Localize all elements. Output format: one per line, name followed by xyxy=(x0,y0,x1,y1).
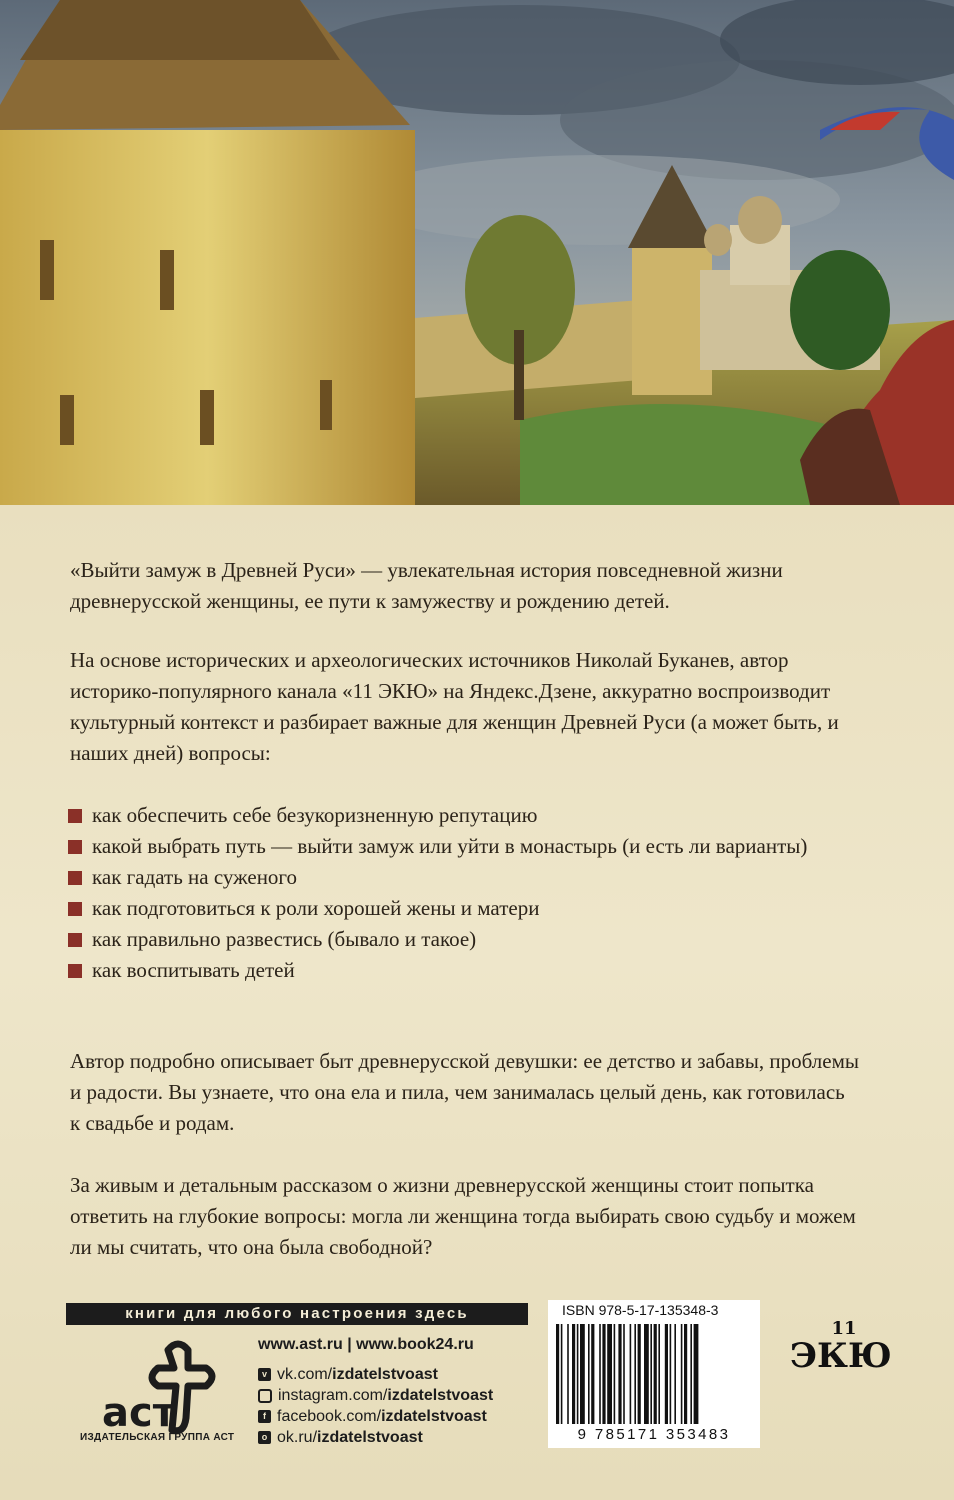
barcode-bar xyxy=(602,1324,605,1424)
square-bullet-icon xyxy=(68,902,82,916)
description-paragraph-2: На основе исторических и археологических источников Николай Буканев, автор историко-популярного канала «11 ЭКЮ» на Яндекс.Дзене, аккуратно воспроизводит культурный контекст и разбирает важные для женщин Древней Руси (а может быть, и наших дней) вопросы: xyxy=(70,648,839,765)
social-facebook[interactable]: f facebook.com/ izdatelstvoast xyxy=(258,1406,493,1427)
social-instagram[interactable]: instagram.com/ izdatelstvoast xyxy=(258,1385,493,1406)
vk-icon: v xyxy=(258,1368,271,1381)
barcode-digits: 9 785171 353483 xyxy=(577,1426,731,1443)
description-paragraph-3: Автор подробно описывает быт древнерусской девушки: ее детство и забавы, проблемы и радости. Вы узнаете, что она ела и пила, чем занималась целый день, как готовилась к свадьбе и родам. xyxy=(70,1049,859,1135)
barcode-bar xyxy=(607,1324,612,1424)
kremlin-painting xyxy=(0,0,954,505)
ast-logo xyxy=(80,1338,245,1446)
barcode-bar xyxy=(580,1324,585,1424)
square-bullet-icon xyxy=(68,840,82,854)
barcode-bar xyxy=(674,1324,676,1424)
barcode-bar xyxy=(567,1324,569,1424)
square-bullet-icon xyxy=(68,809,82,823)
isbn-number: ISBN 978-5-17-135348-3 xyxy=(562,1302,719,1318)
barcode-bar xyxy=(614,1324,616,1424)
barcode-bar xyxy=(577,1324,579,1424)
barcode-bar xyxy=(591,1324,594,1424)
facebook-icon: f xyxy=(258,1410,271,1423)
brand-11-eku-logo: 11 ЭКЮ xyxy=(790,1318,892,1376)
social-ok[interactable]: o ok.ru/ izdatelstvoast xyxy=(258,1427,493,1448)
barcode-bar xyxy=(644,1324,649,1424)
barcode-bar xyxy=(690,1324,692,1424)
description-paragraph-1: «Выйти замуж в Древней Руси» — увлекательная история повседневной жизни древнерусской женщины, ее пути к замужеству и рождению детей. xyxy=(70,558,783,613)
list-item: как правильно развестись (бывало и такое) xyxy=(68,924,848,955)
description-paragraph-4: За живым и детальным рассказом о жизни древнерусской женщины стоит попытка ответить на глубокие вопросы: могла ли женщина тогда выбирать свою судьбу и можем ли мы считать, что она была свободной? xyxy=(70,1173,856,1259)
publisher-links xyxy=(258,1336,493,1448)
barcode-bar xyxy=(684,1324,687,1424)
square-bullet-icon xyxy=(68,871,82,885)
barcode-bar xyxy=(556,1324,559,1424)
barcode-bar xyxy=(694,1324,699,1424)
barcode-bar xyxy=(572,1324,575,1424)
svg-text:аст: аст xyxy=(102,1390,176,1436)
barcode-bar xyxy=(599,1324,601,1424)
list-item: как обеспечить себе безукоризненную репутацию xyxy=(68,800,848,831)
list-item: какой выбрать путь — выйти замуж или уйти в монастырь (и есть ли варианты) xyxy=(68,831,848,862)
barcode-bar xyxy=(623,1324,625,1424)
barcode-bar xyxy=(670,1324,672,1424)
instagram-icon xyxy=(258,1389,272,1403)
cover-illustration xyxy=(0,0,954,505)
barcode-bar xyxy=(650,1324,652,1424)
slogan-bar: книги для любого настроения здесь xyxy=(66,1303,528,1325)
barcode-bar xyxy=(638,1324,641,1424)
publisher-caption: ИЗДАТЕЛЬСКАЯ ГРУППА АСТ xyxy=(80,1432,235,1443)
barcode-bar xyxy=(658,1324,660,1424)
barcode-bar xyxy=(588,1324,590,1424)
square-bullet-icon xyxy=(68,964,82,978)
list-item: как подготовиться к роли хорошей жены и матери xyxy=(68,893,848,924)
square-bullet-icon xyxy=(68,933,82,947)
ok-icon: o xyxy=(258,1431,271,1444)
barcode-bar xyxy=(561,1324,563,1424)
website-links[interactable]: www.ast.ru | www.book24.ru xyxy=(258,1336,474,1353)
barcode-bar xyxy=(654,1324,657,1424)
list-item: как воспитывать детей xyxy=(68,955,848,986)
social-vk[interactable]: v vk.com/ izdatelstvoast xyxy=(258,1364,493,1385)
barcode-bar xyxy=(630,1324,632,1424)
barcode xyxy=(556,1324,752,1424)
barcode-bar xyxy=(634,1324,636,1424)
barcode-bar xyxy=(665,1324,668,1424)
barcode-bar xyxy=(618,1324,621,1424)
list-item: как гадать на суженого xyxy=(68,862,848,893)
barcode-bar xyxy=(681,1324,683,1424)
topics-list xyxy=(68,800,848,986)
